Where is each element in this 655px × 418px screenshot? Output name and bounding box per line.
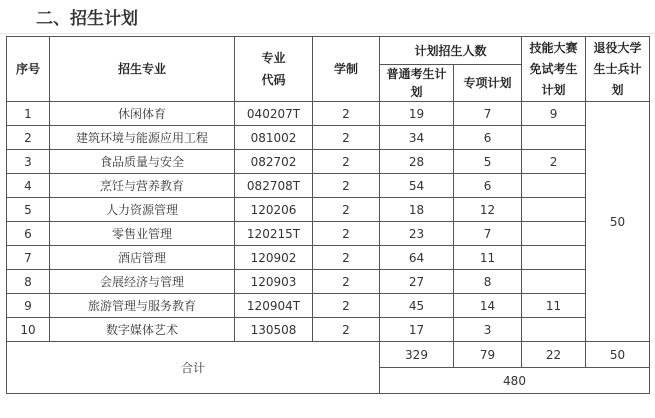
table-row [7,318,650,342]
enrollment-plan-table [6,36,650,394]
cell-duration: 2 [313,294,380,318]
cell-major: 会展经济与管理 [50,270,235,294]
cell-major: 零售业管理 [50,222,235,246]
total-general: 329 [380,342,454,368]
table-row [7,294,650,318]
header-duration: 学制 [313,37,380,102]
table-row [7,270,650,294]
cell-major: 人力资源管理 [50,198,235,222]
cell-major: 烹饪与营养教育 [50,174,235,198]
cell-seq: 4 [7,174,50,198]
cell-skills [522,222,586,246]
cell-duration: 2 [313,198,380,222]
cell-general: 64 [380,246,454,270]
cell-seq: 10 [7,318,50,342]
cell-skills: 9 [522,102,586,126]
header-veterans: 退役大学生士兵计划 [586,37,650,102]
cell-general: 28 [380,150,454,174]
totals-row [7,342,650,368]
header-skills: 技能大赛免试考生计划 [522,37,586,102]
cell-general: 27 [380,270,454,294]
cell-major: 酒店管理 [50,246,235,270]
cell-code: 082702 [235,150,313,174]
table-row [7,246,650,270]
cell-code: 120902 [235,246,313,270]
cell-seq: 6 [7,222,50,246]
grand-total: 480 [380,368,650,394]
cell-major: 休闲体育 [50,102,235,126]
cell-duration: 2 [313,126,380,150]
cell-general: 34 [380,126,454,150]
cell-general: 54 [380,174,454,198]
cell-special: 12 [454,198,522,222]
cell-duration: 2 [313,246,380,270]
cell-duration: 2 [313,102,380,126]
cell-special: 11 [454,246,522,270]
header-major: 招生专业 [50,37,235,102]
cell-skills [522,270,586,294]
cell-code: 120206 [235,198,313,222]
cell-duration: 2 [313,318,380,342]
cell-code: 081002 [235,126,313,150]
cell-special: 3 [454,318,522,342]
cell-code: 120903 [235,270,313,294]
cell-code: 130508 [235,318,313,342]
cell-code: 082708T [235,174,313,198]
title-divider [0,33,655,34]
table-row [7,174,650,198]
cell-major: 数字媒体艺术 [50,318,235,342]
header-seq: 序号 [7,37,50,102]
cell-special: 5 [454,150,522,174]
cell-skills [522,198,586,222]
cell-skills [522,126,586,150]
total-special: 79 [454,342,522,368]
cell-special: 8 [454,270,522,294]
cell-skills [522,174,586,198]
cell-major: 食品质量与安全 [50,150,235,174]
table-row [7,222,650,246]
cell-code: 120904T [235,294,313,318]
cell-skills [522,318,586,342]
totals-label: 合计 [7,342,380,394]
cell-seq: 8 [7,270,50,294]
cell-skills [522,246,586,270]
table-row [7,102,650,126]
cell-duration: 2 [313,270,380,294]
table-row [7,126,650,150]
header-general: 普通考生计划 [380,65,454,102]
table-row [7,198,650,222]
header-code: 专业代码 [235,37,313,102]
cell-code: 120215T [235,222,313,246]
total-skills: 22 [522,342,586,368]
header-special: 专项计划 [454,65,522,102]
cell-skills: 2 [522,150,586,174]
table-row [7,150,650,174]
header-row-1 [7,37,650,65]
cell-seq: 7 [7,246,50,270]
cell-seq: 3 [7,150,50,174]
cell-seq: 2 [7,126,50,150]
cell-general: 17 [380,318,454,342]
cell-special: 7 [454,222,522,246]
cell-special: 6 [454,174,522,198]
header-plan-group: 计划招生人数 [380,37,522,65]
cell-skills: 11 [522,294,586,318]
cell-seq: 5 [7,198,50,222]
cell-general: 18 [380,198,454,222]
cell-special: 6 [454,126,522,150]
cell-code: 040207T [235,102,313,126]
cell-seq: 9 [7,294,50,318]
cell-general: 19 [380,102,454,126]
cell-special: 7 [454,102,522,126]
cell-duration: 2 [313,174,380,198]
cell-major: 建筑环境与能源应用工程 [50,126,235,150]
cell-general: 23 [380,222,454,246]
cell-seq: 1 [7,102,50,126]
section-title: 二、招生计划 [36,9,138,29]
cell-general: 45 [380,294,454,318]
total-veterans: 50 [586,342,650,368]
cell-duration: 2 [313,150,380,174]
cell-special: 14 [454,294,522,318]
cell-major: 旅游管理与服务教育 [50,294,235,318]
cell-veterans-merged: 50 [586,102,650,342]
cell-duration: 2 [313,222,380,246]
